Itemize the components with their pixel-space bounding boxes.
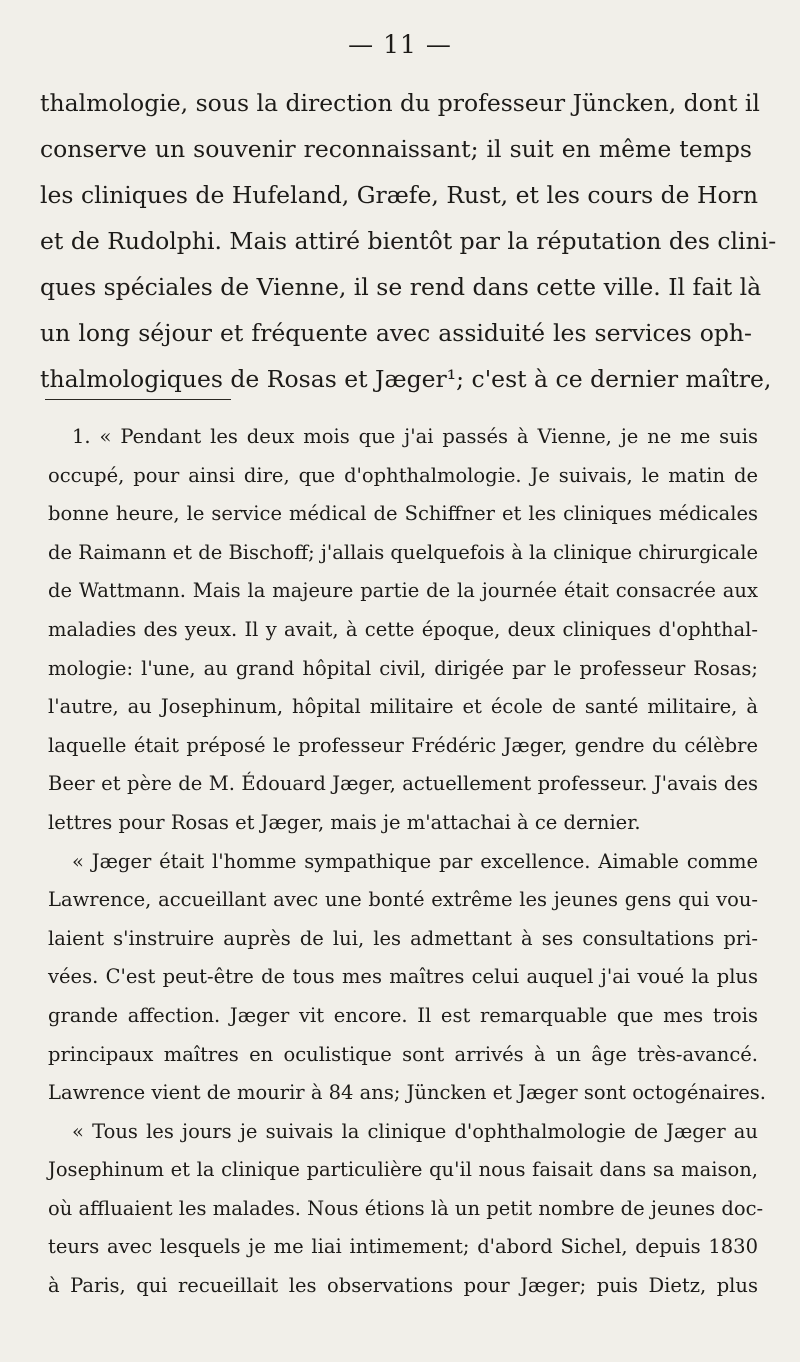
footnote-line: de Raimann et de Bischoff; j'allais quelquefois à la clinique chirurgicale — [48, 540, 759, 564]
footnote-line: où affluaient les malades. Nous étions là un petit nombre de jeunes doc- — [48, 1196, 764, 1220]
footnote-line: « Jæger était l'homme sympathique par excellence. Aimable comme — [72, 849, 758, 873]
footnote-line: Lawrence, accueillant avec une bonté extrême les jeunes gens qui vou- — [48, 888, 758, 912]
footnote — [48, 418, 766, 1306]
footnote-line: bonne heure, le service médical de Schiffner et les cliniques médicales — [48, 502, 758, 526]
footnote-line: teurs avec lesquels je me liai intimement; d'abord Sichel, depuis 1830 — [48, 1235, 758, 1259]
footnote-line: Beer et père de M. Édouard Jæger, actuellement professeur. J'avais des — [48, 772, 758, 796]
footnote-line: vées. C'est peut-être de tous mes maîtres celui auquel j'ai voué la plus — [48, 965, 758, 989]
main-line: les cliniques de Hufeland, Græfe, Rust, et les cours de Horn — [40, 181, 759, 209]
main-line: thalmologiques de Rosas et Jæger¹; c'est à ce dernier maître, — [40, 365, 772, 393]
footnote-line: 1. « Pendant les deux mois que j'ai passés à Vienne, je ne me suis — [72, 425, 758, 448]
footnote-line: de Wattmann. Mais la majeure partie de la journée était consacrée aux — [48, 579, 758, 603]
footnote-line: lettres pour Rosas et Jæger, mais je m'attachai à ce dernier. — [48, 810, 641, 834]
main-line: thalmologie, sous la direction du professeur Jüncken, dont il — [40, 89, 760, 117]
footnote-line: « Tous les jours je suivais la clinique d'ophthalmologie de Jæger au — [72, 1119, 758, 1143]
footnote-line: Josephinum et la clinique particulière qu'il nous faisait dans sa maison, — [48, 1158, 758, 1182]
main-line: et de Rudolphi. Mais attiré bientôt par la réputation des clini- — [40, 227, 777, 255]
footnote-line: occupé, pour ainsi dire, que d'ophthalmologie. Je suivais, le matin de — [48, 463, 758, 487]
footnote-line: à Paris, qui recueillait les observations pour Jæger; puis Dietz, plus — [48, 1274, 758, 1298]
footnote-line: principaux maîtres en oculistique sont arrivés à un âge très-avancé. — [48, 1042, 758, 1066]
footnote-separator — [45, 399, 231, 400]
main-line: ques spéciales de Vienne, il se rend dans cette ville. Il fait là — [40, 273, 762, 301]
footnote-line: maladies des yeux. Il y avait, à cette époque, deux cliniques d'ophthal- — [48, 617, 758, 641]
footnote-line: l'autre, au Josephinum, hôpital militaire et école de santé militaire, à — [48, 695, 758, 719]
main-line: conserve un souvenir reconnaissant; il suit en même temps — [40, 135, 752, 163]
footnote-line: laquelle était préposé le professeur Frédéric Jæger, gendre du célèbre — [48, 733, 758, 757]
main-line: un long séjour et fréquente avec assiduité les services oph- — [40, 319, 752, 347]
main-text — [40, 80, 777, 402]
footnote-line: laient s'instruire auprès de lui, les admettant à ses consultations pri- — [48, 926, 758, 950]
footnote-line: mologie: l'une, au grand hôpital civil, dirigée par le professeur Rosas; — [48, 656, 758, 680]
footnote-line: grande affection. Jæger vit encore. Il est remarquable que mes trois — [48, 1003, 758, 1027]
page-number: — 11 — — [348, 30, 452, 59]
footnote-line: Lawrence vient de mourir à 84 ans; Jüncken et Jæger sont octogénaires. — [48, 1081, 766, 1105]
